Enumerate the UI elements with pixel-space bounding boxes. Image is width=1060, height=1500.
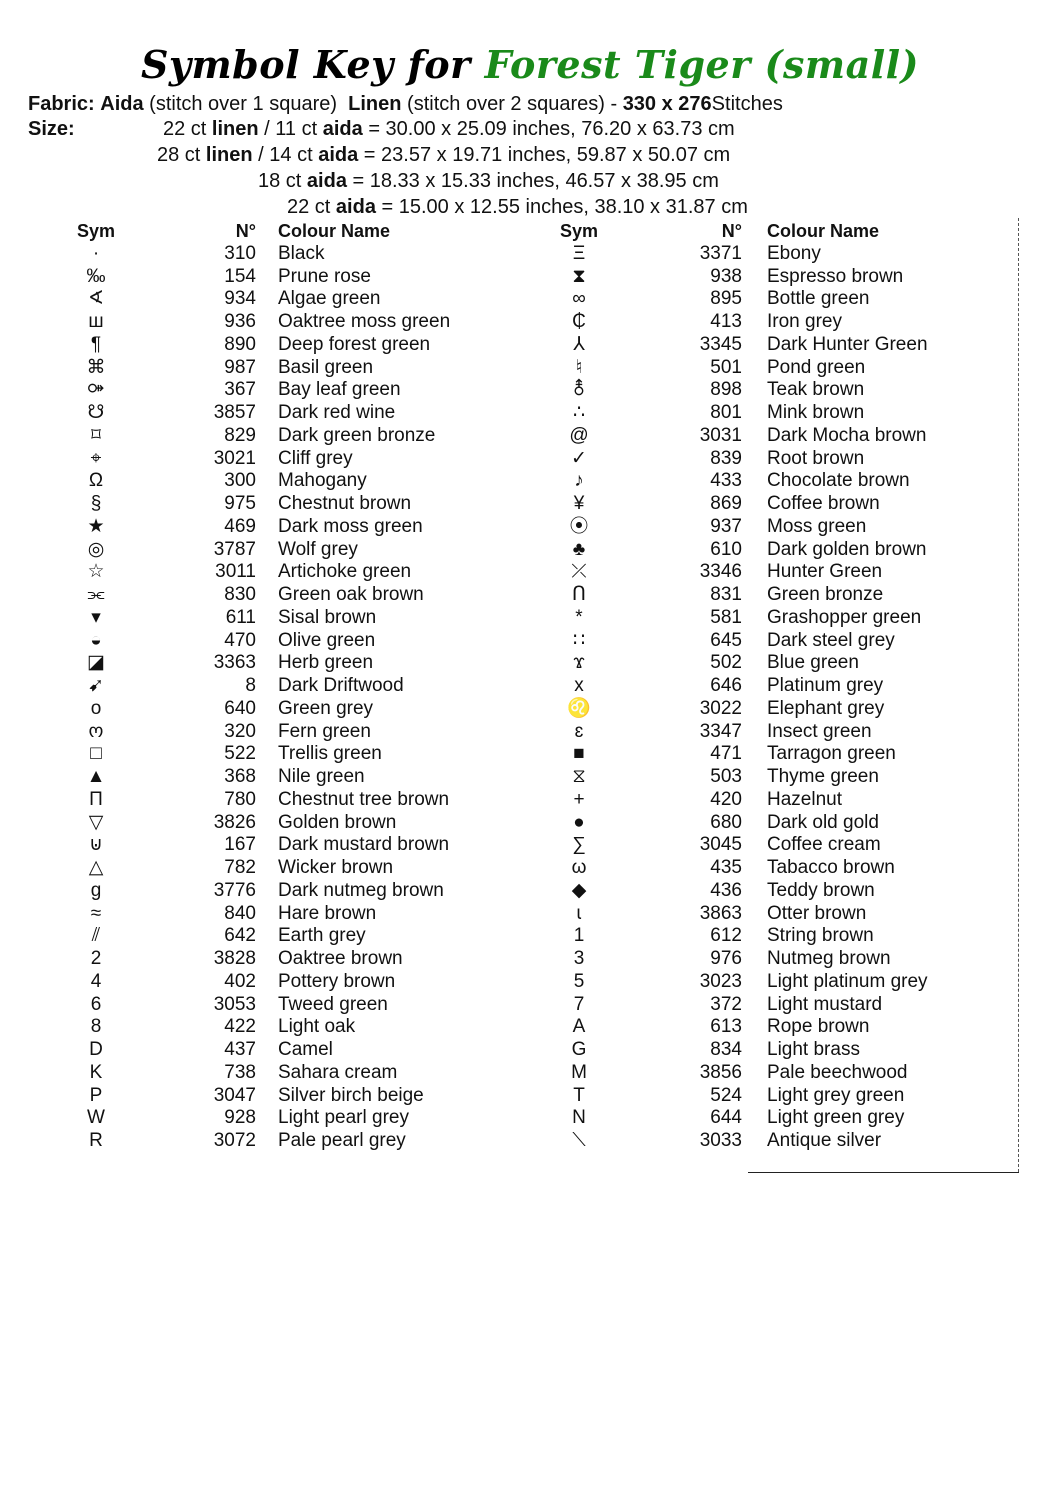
size-fabric: aida [335,196,376,218]
colour-name-cell: Mahogany [278,470,367,492]
symbol-cell: ◎ [87,538,105,560]
fabric-line [28,93,783,116]
floss-number-cell: 3345 [699,333,742,355]
symbol-cell: ⌑ [91,424,101,446]
colour-name-cell: Dark mustard brown [278,834,450,856]
colour-name-cell: Green oak brown [278,584,424,605]
symbol-cell: 2 [90,948,102,969]
colour-name-cell: Coffee cream [767,834,881,856]
size-fabric-2: aida [318,144,359,166]
symbol-cell: ▽ [88,811,104,833]
floss-number-cell: 433 [710,470,742,492]
symbol-cell: K [89,1061,103,1083]
symbol-cell: x [574,675,584,696]
colour-name-cell: Camel [278,1039,333,1060]
colour-name-cell: Golden brown [278,811,397,833]
symbol-cell: 3 [573,948,585,969]
symbol-cell: 8 [90,1016,102,1038]
colour-name-cell: Cliff grey [278,447,353,469]
size-fabric: linen [205,144,253,166]
colour-name-cell: Deep forest green [278,333,431,355]
bottom-border-line [748,1172,1019,1173]
symbol-cell: ⌘ [86,356,106,378]
colour-name-cell: Ebony [767,242,821,264]
symbol-cell: ➹ [88,675,104,696]
colour-name-cell: Pond green [767,356,866,378]
size-count-2: / 14 ct [258,144,313,166]
colour-name-cell: Pale pearl grey [278,1130,406,1151]
colour-name-cell: Wolf grey [278,538,358,560]
floss-number-cell: 936 [224,311,256,332]
colour-name-cell: Coffee brown [767,493,880,514]
symbol-cell: 7 [573,993,585,1015]
floss-number-cell: 413 [710,311,742,332]
symbol-cell: + [573,788,585,810]
symbol-cell: ★ [87,515,105,537]
floss-number-cell: 839 [710,447,742,469]
colour-name-cell: Light mustard [767,993,883,1015]
symbol-cell: ⌖ [90,447,102,469]
floss-number-cell: 3021 [213,447,256,469]
header-number: N° [235,221,256,241]
symbol-cell: ⤫ [571,561,587,583]
colour-name-cell: Espresso brown [767,265,904,287]
colour-name-cell: Platinum grey [767,675,884,696]
symbol-cell: T [573,1084,585,1106]
colour-name-cell: Light oak [278,1016,356,1038]
colour-name-cell: Iron grey [767,311,842,332]
symbol-cell: ■ [573,743,585,765]
symbol-cell: ♮ [575,356,583,378]
floss-number-cell: 3031 [699,424,742,446]
floss-number-cell: 640 [224,697,256,719]
colour-name-cell: Sahara cream [278,1061,398,1083]
size-count: 22 ct [163,118,207,140]
symbol-cell: ⧗ [572,265,586,287]
floss-number-cell: 3045 [699,834,742,856]
size-line [157,144,730,167]
symbol-cell: · [92,242,100,264]
floss-number-cell: 3828 [213,948,256,969]
size-dimensions: = 15.00 x 12.55 inches, 38.10 x 31.87 cm [381,196,748,218]
floss-number-cell: 3011 [215,561,256,583]
colour-name-cell: Otter brown [767,902,867,924]
fabric-label: Fabric: [28,93,95,115]
floss-number-cell: 3072 [213,1130,256,1151]
colour-name-cell: String brown [767,925,874,947]
floss-number-cell: 437 [224,1039,256,1060]
symbol-cell: § [90,493,102,514]
symbol-cell: ⧖ [572,766,586,787]
colour-name-cell: Antique silver [767,1130,882,1151]
symbol-cell: ¶ [90,333,102,355]
colour-name-cell: Pale beechwood [767,1061,908,1083]
colour-name-cell: Tarragon green [767,743,896,765]
symbol-cell: ⫽ [91,925,101,947]
symbol-cell: P [89,1084,103,1106]
floss-number-cell: 938 [710,265,742,287]
colour-name-cell: Chestnut tree brown [278,788,450,810]
colour-name-cell: Dark steel grey [767,629,895,651]
colour-name-cell: Insect green [767,720,872,742]
floss-number-cell: 3776 [213,879,256,901]
colour-name-cell: Olive green [278,629,376,651]
floss-number-cell: 780 [224,788,256,810]
colour-name-cell: Dark Mocha brown [767,424,927,446]
colour-name-cell: Herb green [278,652,374,674]
symbol-cell: g [90,879,102,901]
symbol-cell: ш [88,311,104,332]
colour-name-cell: Elephant grey [767,697,885,719]
symbol-cell: ɩ [576,902,582,924]
floss-number-cell: 471 [710,743,742,765]
floss-number-cell: 3047 [213,1084,256,1106]
size-fabric-2: aida [322,118,363,140]
colour-name-cell: Algae green [278,288,381,310]
header-number: N° [721,221,742,241]
floss-number-cell: 310 [224,242,256,264]
colour-name-cell: Root brown [767,447,865,469]
floss-number-cell: 3053 [213,993,256,1015]
symbol-cell: ♌ [567,697,591,719]
symbol-cell: ∞ [572,288,586,310]
symbol-cell: ო [88,720,104,742]
floss-number-cell: 3856 [699,1061,742,1083]
colour-name-cell: Dark red wine [278,402,396,423]
symbol-cell: G [571,1039,587,1060]
colour-name-cell: Chestnut brown [278,493,412,514]
colour-name-cell: Bay leaf green [278,379,401,401]
size-fabric: aida [306,170,347,192]
symbol-cell: 1 [573,925,585,947]
symbol-cell: @ [569,424,589,446]
symbol-cell: R [89,1130,103,1151]
stitches-word: Stitches [711,93,783,115]
colour-name-cell: Dark Driftwood [278,675,404,696]
colour-name-cell: Hunter Green [767,561,883,583]
floss-number-cell: 3346 [699,561,742,583]
colour-name-cell: Teak brown [767,379,865,401]
size-count: 28 ct [157,144,201,166]
colour-name-cell: Wicker brown [278,857,394,878]
floss-number-cell: 436 [710,879,742,901]
floss-number-cell: 503 [710,766,742,787]
size-dimensions: = 30.00 x 25.09 inches, 76.20 x 63.73 cm [368,118,735,140]
floss-number-cell: 642 [224,925,256,947]
symbol-cell: ⟍ [572,1130,586,1151]
symbol-cell: ◪ [87,652,105,674]
symbol-cell: ◒ [90,629,102,651]
colour-name-cell: Dark old gold [767,811,879,833]
symbol-cell: ⫘ [87,584,105,605]
size-count-2: / 11 ct [264,118,318,140]
colour-name-cell: Silver birch beige [278,1084,424,1106]
symbol-cell: D [89,1039,103,1060]
header-colour-name: Colour Name [767,221,880,241]
symbol-cell: ⅄ [573,333,585,355]
floss-number-cell: 3371 [699,242,742,264]
symbol-cell: ⊍ [89,834,103,856]
floss-number-cell: 3023 [699,970,742,992]
colour-name-cell: Hare brown [278,902,377,924]
colour-name-cell: Dark moss green [278,515,423,537]
floss-number-cell: 3022 [699,697,742,719]
floss-number-cell: 3863 [699,902,742,924]
floss-number-cell: 782 [224,857,256,878]
floss-number-cell: 611 [225,606,256,628]
symbol-cell: ▾ [91,606,101,628]
symbol-cell: ₵ [572,311,586,332]
colour-name-cell: Dark Hunter Green [767,333,928,355]
floss-number-cell: 167 [224,834,256,856]
header-sym: Sym [559,221,599,241]
colour-name-cell: Earth grey [278,925,366,947]
floss-number-cell: 834 [710,1039,742,1060]
size-dimensions: = 23.57 x 19.71 inches, 59.87 x 50.07 cm [363,144,731,166]
colour-name-cell: Grashopper green [767,606,922,628]
symbol-cell: ✓ [571,447,587,469]
colour-name-cell: Oaktree moss green [278,311,451,332]
colour-name-cell: Prune rose [278,265,371,287]
floss-number-cell: 368 [224,766,256,787]
floss-number-cell: 581 [710,606,742,628]
floss-number-cell: 422 [224,1016,256,1038]
colour-name-cell: Blue green [767,652,859,674]
colour-name-cell: Tweed green [278,993,388,1015]
floss-number-cell: 975 [224,493,256,514]
size-fabric: linen [211,118,259,140]
fabric-aida-note: (stitch over 1 square) [149,93,338,115]
floss-number-cell: 3787 [213,538,256,560]
symbol-cell: ɛ [574,720,584,742]
symbol-cell: A [572,1016,586,1038]
colour-name-cell: Sisal brown [278,606,377,628]
floss-number-cell: 646 [710,675,742,696]
floss-number-cell: 928 [224,1107,256,1129]
floss-number-cell: 801 [710,402,742,423]
floss-number-cell: 435 [710,857,742,878]
colour-name-cell: Basil green [278,356,374,378]
floss-number-cell: 372 [710,993,742,1015]
symbol-cell: ∢ [88,288,104,310]
symbol-cell: ☋ [87,402,105,423]
floss-number-cell: 3826 [213,811,256,833]
symbol-cell: Ω [88,470,104,492]
floss-number-cell: 831 [710,584,742,605]
floss-number-cell: 976 [710,948,742,969]
size-line [163,118,735,141]
colour-name-cell: Fern green [278,720,371,742]
symbol-cell: * [575,606,583,628]
size-dimensions: = 18.33 x 15.33 inches, 46.57 x 38.95 cm [346,170,719,192]
colour-name-cell: Thyme green [767,766,879,787]
colour-name-cell: Green bronze [767,584,884,605]
symbol-cell: ∑ [572,834,586,856]
symbol-cell: ⚨ [571,379,587,401]
floss-number-cell: 522 [224,743,256,765]
floss-number-cell: 367 [224,379,256,401]
colour-name-cell: Nile green [278,766,365,787]
symbol-cell: ‰ [86,265,106,287]
colour-name-cell: Rope brown [767,1016,870,1038]
title-pattern-name: Forest Tiger (small) [484,42,920,87]
colour-name-cell: Light brass [767,1039,860,1060]
symbol-cell: Ξ [572,242,586,264]
colour-name-cell: Mink brown [767,402,865,423]
colour-name-cell: Pottery brown [278,970,396,992]
colour-name-cell: Chocolate brown [767,470,910,492]
symbol-cell: M [571,1061,587,1083]
size-line [258,170,719,193]
floss-number-cell: 501 [710,356,742,378]
size-line [287,196,748,219]
symbol-cell: ⦿ [569,515,589,537]
colour-name-cell: Artichoke green [278,561,412,583]
colour-name-cell: Hazelnut [767,788,842,810]
symbol-cell: Π [89,788,103,810]
colour-name-cell: Oaktree brown [278,948,403,969]
symbol-cell: ¥ [573,493,585,514]
floss-number-cell: 830 [224,584,256,605]
floss-number-cell: 738 [224,1061,256,1083]
floss-number-cell: 154 [224,265,256,287]
symbol-cell: □ [90,743,102,765]
floss-number-cell: 644 [710,1107,742,1129]
colour-name-cell: Light pearl grey [278,1107,409,1129]
fabric-linen-note: (stitch over 2 squares) - [407,93,618,115]
header-sym: Sym [76,221,116,241]
colour-name-cell: Dark nutmeg brown [278,879,444,901]
floss-number-cell: 470 [224,629,256,651]
symbol-cell: ● [573,811,585,833]
colour-name-cell: Moss green [767,515,867,537]
colour-name-cell: Dark golden brown [767,538,927,560]
floss-number-cell: 612 [710,925,742,947]
symbol-cell: ∴ [572,402,586,423]
floss-number-cell: 3347 [699,720,742,742]
colour-name-cell: Light green grey [767,1107,905,1129]
colour-name-cell: Light platinum grey [767,970,928,992]
colour-name-cell: Nutmeg brown [767,948,891,969]
symbol-cell: N [572,1107,586,1129]
colour-name-cell: Bottle green [767,288,870,310]
floss-number-cell: 3857 [213,402,256,423]
symbol-cell: 6 [90,993,102,1015]
symbol-cell: ϫ [573,652,585,674]
symbol-cell: ≈ [90,902,102,924]
symbol-cell: 4 [90,970,102,992]
floss-number-cell: 8 [245,675,256,696]
symbol-cell: 5 [573,970,585,992]
fabric-aida: Aida [100,93,144,115]
floss-number-cell: 469 [224,515,256,537]
symbol-cell: ᑎ [572,584,586,605]
symbol-cell: ∷ [572,629,586,651]
symbol-cell: W [87,1107,105,1129]
floss-number-cell: 610 [710,538,742,560]
right-border-line [1018,218,1019,1172]
colour-name-cell: Tabacco brown [767,857,895,878]
size-label: Size: [28,118,75,140]
floss-number-cell: 613 [710,1016,742,1038]
colour-name-cell: Light grey green [767,1084,905,1106]
symbol-cell: △ [88,857,104,878]
colour-name-cell: Trellis green [278,743,382,765]
symbol-cell: ◆ [571,879,587,901]
floss-number-cell: 524 [710,1084,742,1106]
floss-number-cell: 320 [224,720,256,742]
floss-number-cell: 898 [710,379,742,401]
floss-number-cell: 645 [710,629,742,651]
floss-number-cell: 934 [224,288,256,310]
size-count: 18 ct [258,170,302,192]
floss-number-cell: 680 [710,811,742,833]
symbol-cell: ☆ [87,561,105,583]
symbol-cell: ω [571,857,587,878]
colour-name-cell: Dark green bronze [278,424,436,446]
symbol-cell: ♪ [574,470,584,492]
title-prefix: Symbol Key for [140,42,471,87]
floss-number-cell: 3363 [213,652,256,674]
floss-number-cell: 420 [710,788,742,810]
symbol-cell: ▲ [86,766,106,787]
fabric-linen: Linen [348,93,402,115]
floss-number-cell: 937 [710,515,742,537]
floss-number-cell: 869 [710,493,742,514]
floss-number-cell: 840 [224,902,256,924]
floss-number-cell: 890 [224,333,256,355]
symbol-cell: ♣ [572,538,586,560]
symbol-cell: o [90,697,102,719]
size-count: 22 ct [287,196,331,218]
floss-number-cell: 300 [224,470,256,492]
floss-number-cell: 895 [710,288,742,310]
floss-number-cell: 502 [710,652,742,674]
floss-number-cell: 987 [224,356,256,378]
stitch-dimensions: 330 x 276 [622,93,712,115]
symbol-cell: ⚩ [88,379,104,401]
page-title [0,42,1060,87]
colour-name-cell: Black [278,242,325,264]
colour-name-cell: Green grey [278,697,374,719]
floss-number-cell: 829 [224,424,256,446]
floss-number-cell: 402 [224,970,256,992]
floss-number-cell: 3033 [699,1130,742,1151]
colour-name-cell: Teddy brown [767,879,875,901]
header-colour-name: Colour Name [278,221,391,241]
